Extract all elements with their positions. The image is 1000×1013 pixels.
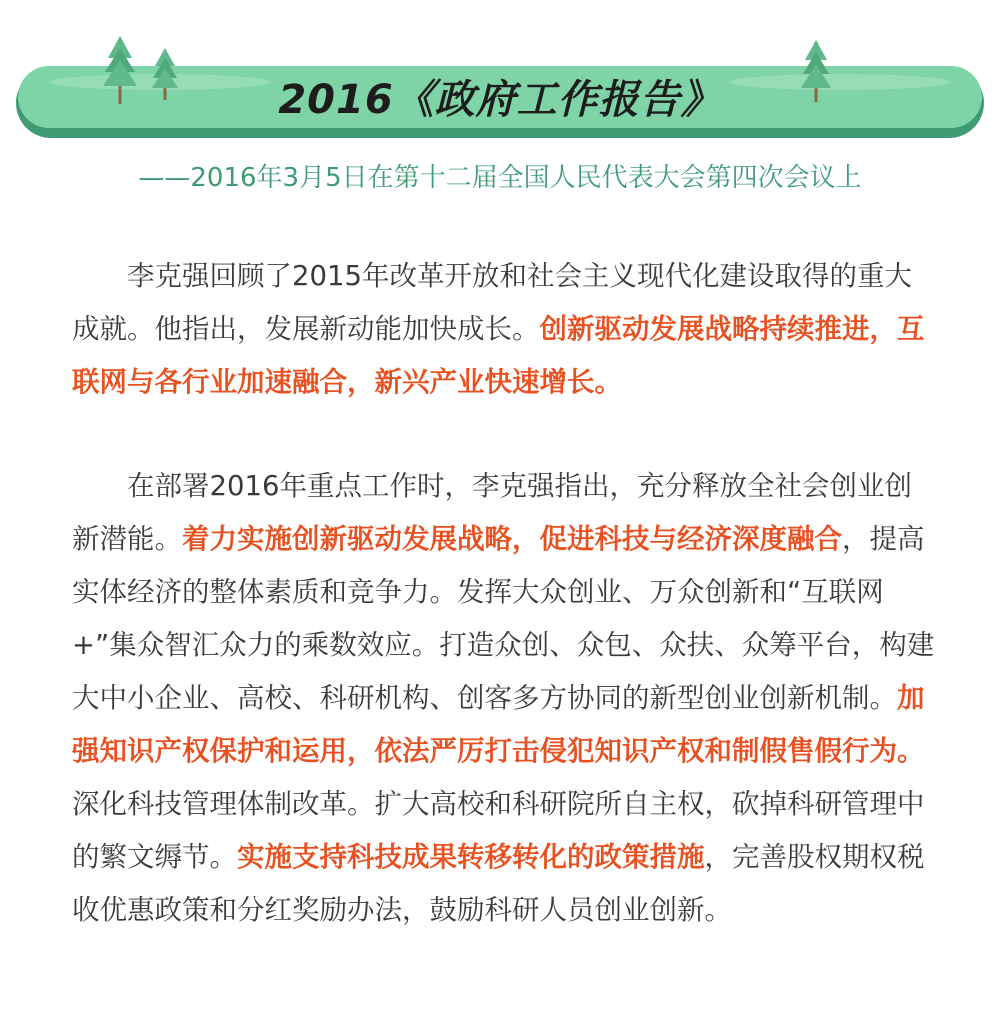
highlight-segment: 实施支持科技成果转移转化的政策措施 — [237, 841, 705, 873]
page-subtitle: ——2016年3月5日在第十二届全国人民代表大会第四次会议上 — [138, 163, 862, 193]
page-title: 2016《政府工作报告》 — [278, 77, 722, 123]
text-segment: 李克强回顾了2015年改革开放和社会主义现代化建设取得的重大成就。他指出，发展新动能加快成长。 — [72, 260, 912, 345]
paragraph-review — [72, 250, 938, 409]
highlight-segment: 加强知识产权保护和运用，依法严厉打击侵犯知识产权和制假售假行为。 — [72, 682, 925, 767]
highlight-segment: 着力实施创新驱动发展战略，促进科技与经济深度融合 — [182, 523, 842, 555]
highlight-segment: 创新驱动发展战略持续推进，互联网与各行业加速融合，新兴产业快速增长。 — [72, 313, 925, 398]
paragraph-deployment — [72, 460, 938, 937]
text-segment: ，完善股权期权税收优惠政策和分红奖励办法，鼓励科研人员创业创新。 — [72, 841, 925, 926]
text-segment: ，提高实体经济的整体素质和竞争力。发挥大众创业、万众创新和“互联网+”集众智汇众力的乘数效应。打造众创、众包、众扶、众筹平台，构建大中小企业、高校、科研机构、创客多方协同的新型创业创新机制。 — [72, 523, 935, 714]
text-segment: 在部署2016年重点工作时，李克强指出，充分释放全社会创业创新潜能。 — [72, 470, 912, 555]
text-segment: 深化科技管理体制改革。扩大高校和科研院所自主权，砍掉科研管理中的繁文缛节。 — [72, 788, 925, 873]
